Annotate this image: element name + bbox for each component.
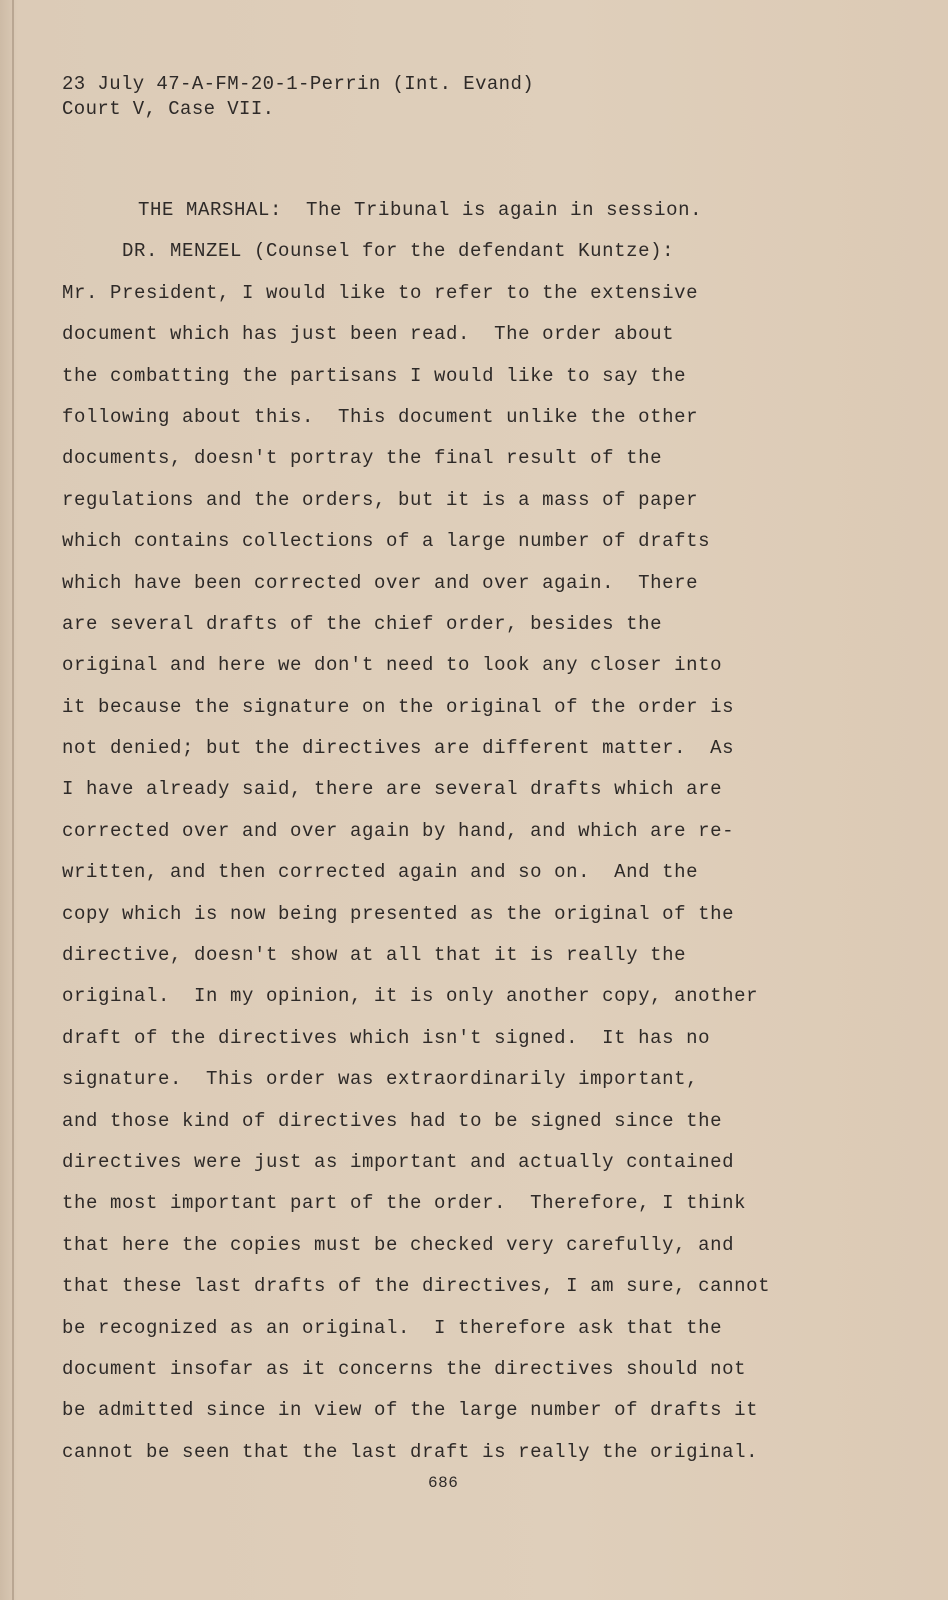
text-line: that these last drafts of the directives, I am sure, cannot (62, 1275, 771, 1298)
header-line-date: 23 July 47-A-FM-20-1-Perrin (Int. Evand) (62, 73, 535, 95)
text-line: cannot be seen that the last draft is really the original. (62, 1440, 759, 1463)
text-line: original and here we don't need to look any closer into (62, 654, 723, 677)
page-number: 686 (428, 1474, 459, 1492)
text-line: written, and then corrected again and so on. And the (62, 861, 699, 884)
text-line: the most important part of the order. Therefore, I think (62, 1192, 747, 1215)
text-line: be admitted since in view of the large number of drafts it (62, 1399, 759, 1422)
text-line: and those kind of directives had to be signed since the (62, 1109, 723, 1132)
text-line: documents, doesn't portray the final result of the (62, 447, 663, 470)
text-line: directive, doesn't show at all that it is really the (62, 944, 687, 967)
text-line: document insofar as it concerns the directives should not (62, 1357, 747, 1380)
text-line: regulations and the orders, but it is a mass of paper (62, 488, 699, 511)
text-line: draft of the directives which isn't signed. It has no (62, 1026, 711, 1049)
text-line: which contains collections of a large number of drafts (62, 530, 711, 553)
text-line: which have been corrected over and over again. There (62, 571, 699, 594)
text-line: the combatting the partisans I would like to say the (62, 364, 687, 387)
text-line: original. In my opinion, it is only another copy, another (62, 985, 759, 1008)
text-line: corrected over and over again by hand, and which are re- (62, 819, 735, 842)
text-line: THE MARSHAL: The Tribunal is again in session. (138, 199, 703, 221)
text-line: are several drafts of the chief order, besides the (62, 612, 663, 635)
text-line: following about this. This document unlike the other (62, 405, 699, 428)
text-line: directives were just as important and actually contained (62, 1150, 735, 1173)
text-line: it because the signature on the original of the order is (62, 695, 735, 718)
text-line: copy which is now being presented as the original of the (62, 902, 735, 925)
text-line: not denied; but the directives are different matter. As (62, 737, 735, 760)
text-line: signature. This order was extraordinarily important, (62, 1068, 699, 1091)
header-line-court: Court V, Case VII. (62, 98, 275, 120)
text-line: DR. MENZEL (Counsel for the defendant Kuntze): (122, 240, 675, 263)
document-header (62, 72, 534, 122)
text-line: be recognized as an original. I therefore ask that the (62, 1316, 723, 1339)
transcript-body (62, 190, 822, 1473)
text-line: I have already said, there are several drafts which are (62, 778, 723, 801)
text-line: Mr. President, I would like to refer to the extensive (62, 281, 699, 304)
text-line: document which has just been read. The order about (62, 323, 675, 346)
page-edge (12, 0, 14, 1600)
text-line: that here the copies must be checked very carefully, and (62, 1233, 735, 1256)
